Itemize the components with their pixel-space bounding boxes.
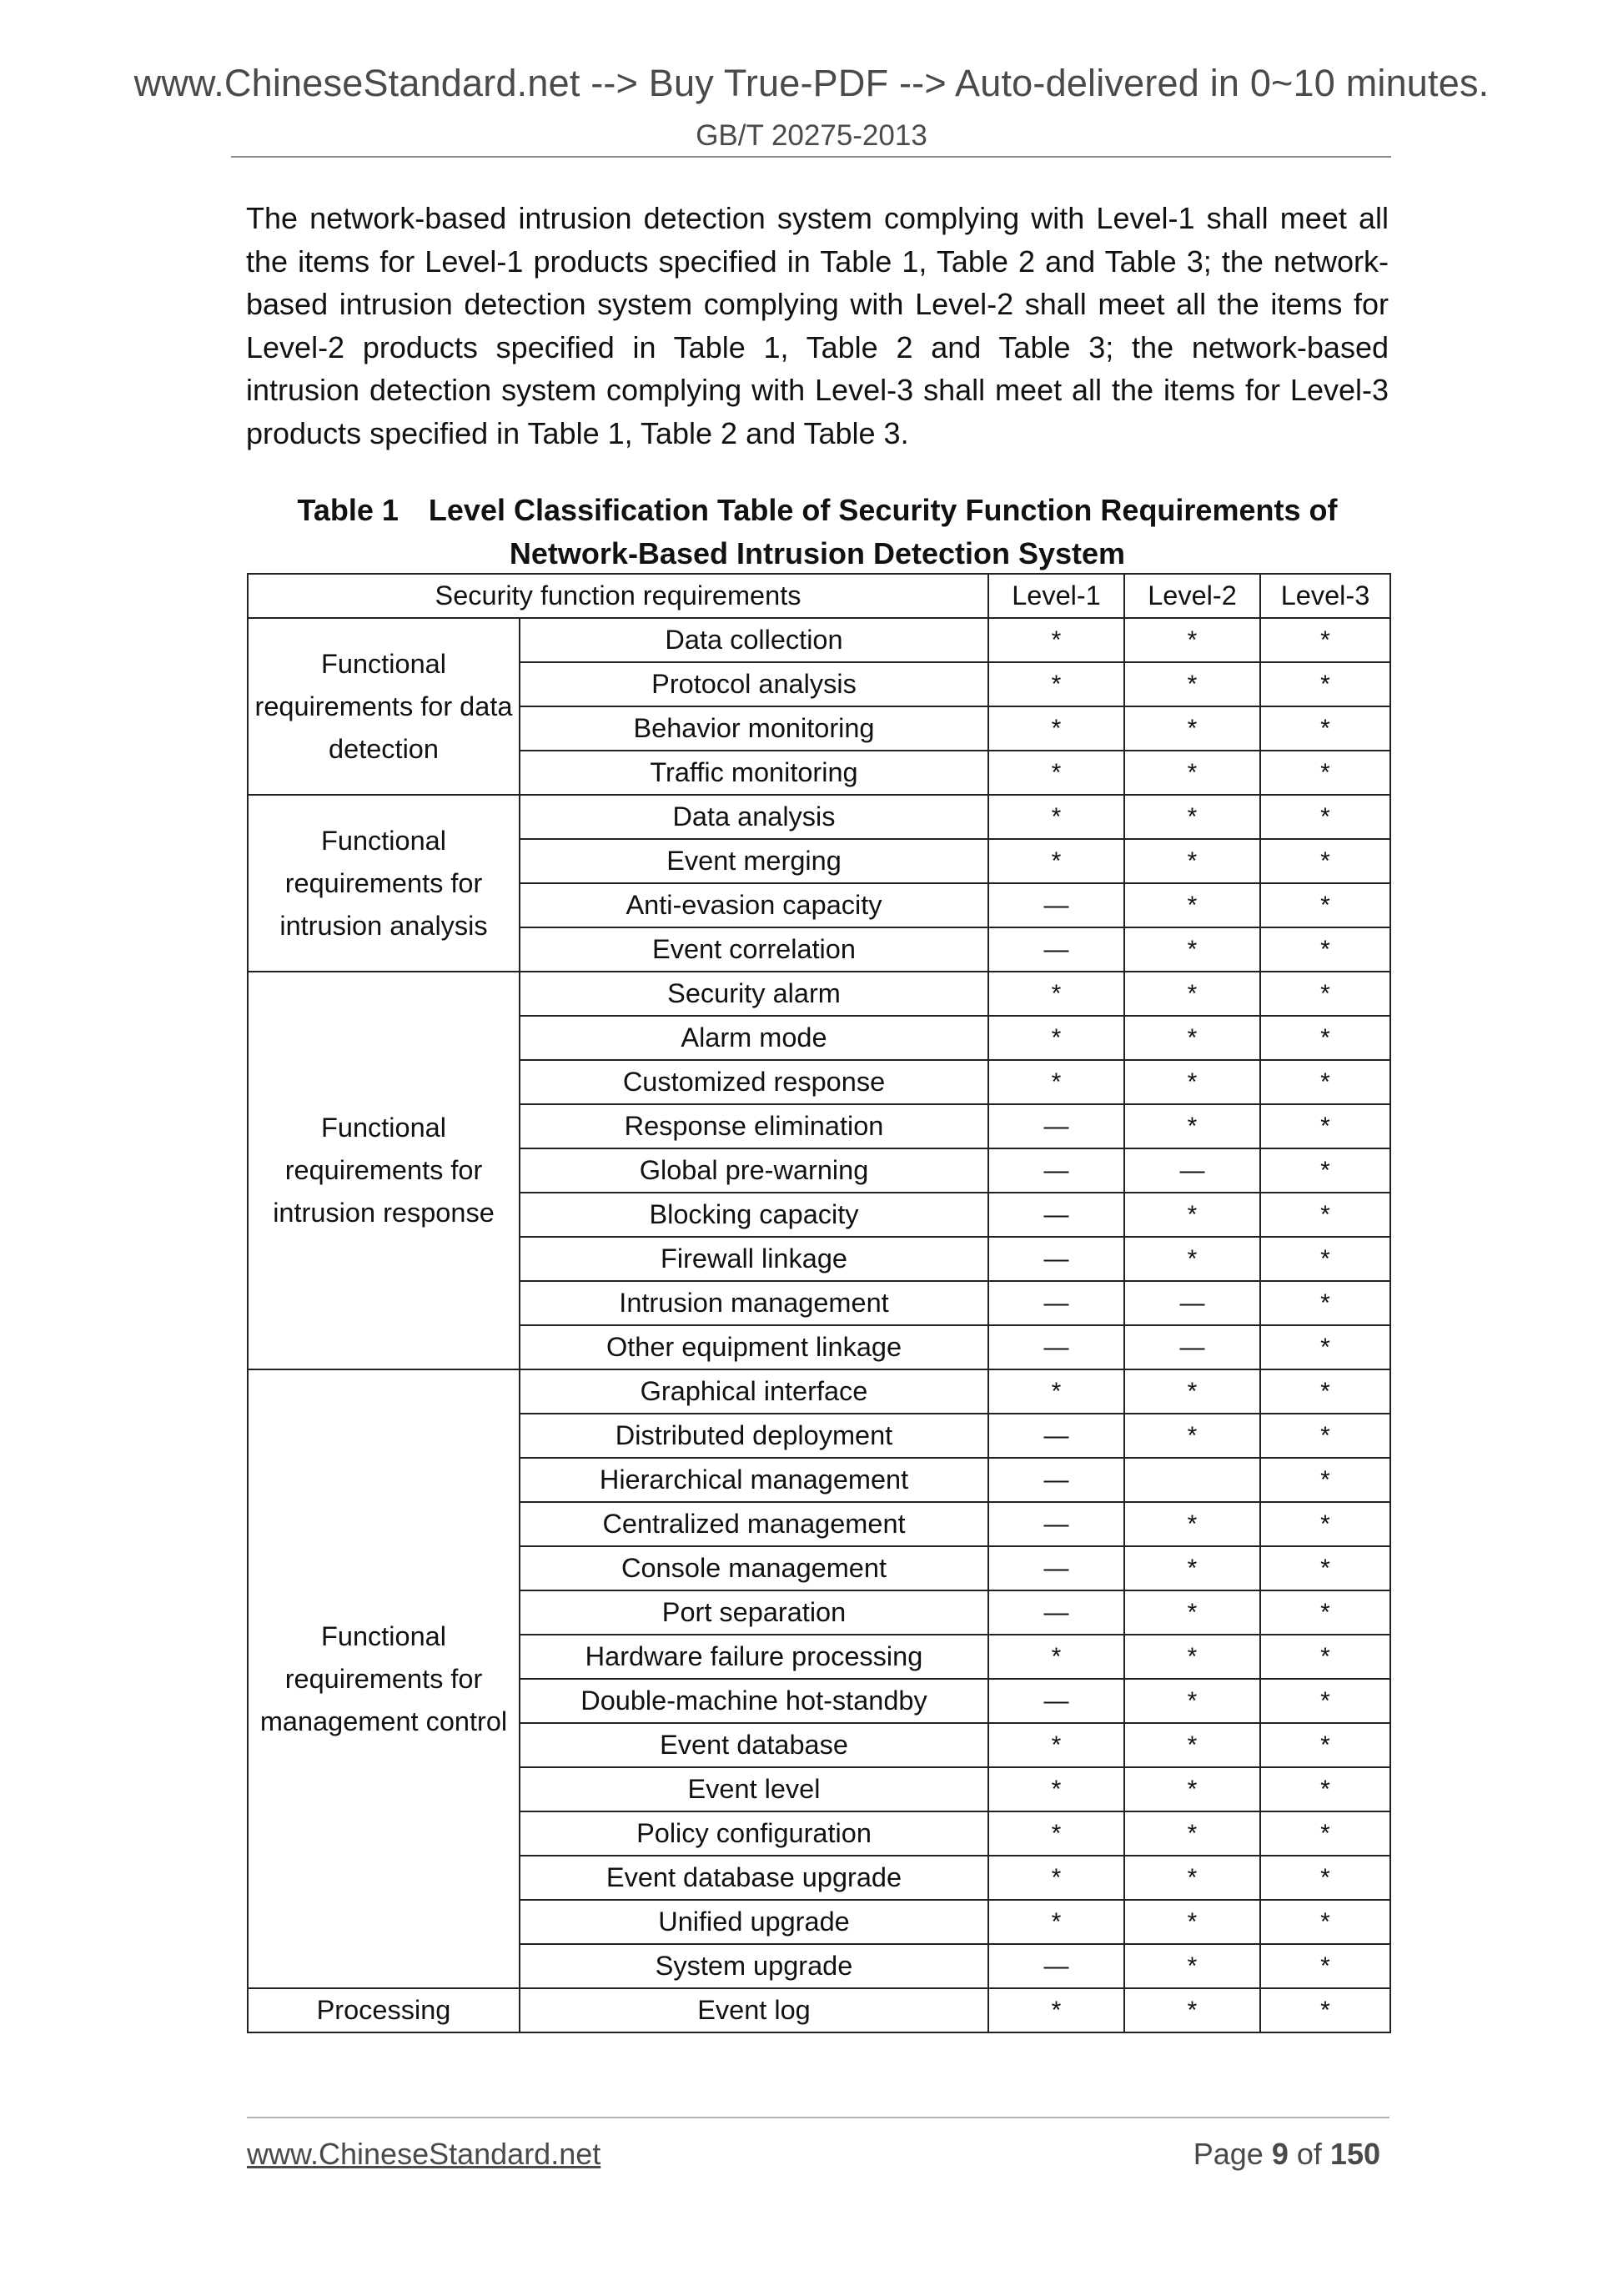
requirement-item: Behavior monitoring	[520, 706, 988, 751]
level-1-mark: *	[988, 1856, 1124, 1900]
level-3-mark: *	[1260, 1723, 1390, 1767]
level-3-mark: *	[1260, 1590, 1390, 1635]
level-1-mark: *	[988, 1988, 1124, 2032]
requirement-item: Event merging	[520, 839, 988, 883]
requirement-item: Graphical interface	[520, 1369, 988, 1414]
level-1-mark: *	[988, 972, 1124, 1016]
level-2-mark: *	[1124, 927, 1260, 972]
requirement-group-label: Functional requirements for intrusion analysis	[248, 795, 520, 972]
requirement-item: Console management	[520, 1546, 988, 1590]
level-1-mark: —	[988, 1104, 1124, 1148]
level-3-mark: *	[1260, 706, 1390, 751]
requirement-item: Security alarm	[520, 972, 988, 1016]
level-2-mark: *	[1124, 883, 1260, 927]
table-row	[248, 795, 1390, 839]
requirement-item: Traffic monitoring	[520, 751, 988, 795]
level-1-mark: —	[988, 1458, 1124, 1502]
page-prefix: Page	[1193, 2137, 1264, 2171]
level-3-mark: *	[1260, 883, 1390, 927]
level-2-mark: —	[1124, 1148, 1260, 1193]
level-2-mark: *	[1124, 1723, 1260, 1767]
level-3-mark: *	[1260, 1988, 1390, 2032]
requirement-item: Data analysis	[520, 795, 988, 839]
header-level-2: Level-2	[1124, 574, 1260, 618]
level-2-mark: *	[1124, 618, 1260, 662]
level-1-mark: *	[988, 618, 1124, 662]
level-1-mark: —	[988, 1546, 1124, 1590]
level-1-mark: *	[988, 1723, 1124, 1767]
table-row	[248, 1369, 1390, 1414]
level-3-mark: *	[1260, 1369, 1390, 1414]
page-indicator	[1193, 2137, 1380, 2172]
requirement-item: Event database upgrade	[520, 1856, 988, 1900]
level-1-mark: *	[988, 839, 1124, 883]
level-3-mark: *	[1260, 839, 1390, 883]
level-2-mark: *	[1124, 1900, 1260, 1944]
level-2-mark: *	[1124, 1635, 1260, 1679]
level-3-mark: *	[1260, 1767, 1390, 1811]
level-2-mark: *	[1124, 706, 1260, 751]
level-1-mark: —	[988, 1590, 1124, 1635]
requirement-item: Global pre-warning	[520, 1148, 988, 1193]
requirement-item: Event level	[520, 1767, 988, 1811]
level-3-mark: *	[1260, 1193, 1390, 1237]
level-3-mark: *	[1260, 1635, 1390, 1679]
level-3-mark: *	[1260, 1679, 1390, 1723]
level-2-mark: *	[1124, 1369, 1260, 1414]
level-2-mark	[1124, 1458, 1260, 1502]
level-2-mark: *	[1124, 1502, 1260, 1546]
level-1-mark: *	[988, 1016, 1124, 1060]
level-2-mark: *	[1124, 795, 1260, 839]
level-3-mark: *	[1260, 1856, 1390, 1900]
level-3-mark: *	[1260, 1104, 1390, 1148]
level-2-mark: *	[1124, 1104, 1260, 1148]
level-2-mark: *	[1124, 1767, 1260, 1811]
requirement-item: Response elimination	[520, 1104, 988, 1148]
level-3-mark: *	[1260, 1148, 1390, 1193]
level-1-mark: —	[988, 1281, 1124, 1325]
header-security-function-requirements: Security function requirements	[248, 574, 988, 618]
table-title-part-1: Level Classification Table of Security Function Requirements of	[428, 493, 1338, 527]
requirement-item: Event correlation	[520, 927, 988, 972]
requirement-item: Alarm mode	[520, 1016, 988, 1060]
level-2-mark: *	[1124, 972, 1260, 1016]
level-2-mark: *	[1124, 1988, 1260, 2032]
requirement-group-label: Functional requirements for intrusion response	[248, 972, 520, 1369]
page-of: of	[1296, 2137, 1322, 2171]
table-title-part-2: Network-Based Intrusion Detection System	[509, 536, 1126, 570]
table-row	[248, 1988, 1390, 2032]
standard-number: GB/T 20275-2013	[696, 119, 927, 152]
level-2-mark: —	[1124, 1325, 1260, 1369]
level-3-mark: *	[1260, 1237, 1390, 1281]
table-caption	[246, 489, 1389, 575]
requirement-item: Centralized management	[520, 1502, 988, 1546]
requirement-item: Other equipment linkage	[520, 1325, 988, 1369]
level-3-mark: *	[1260, 1546, 1390, 1590]
level-2-mark: *	[1124, 839, 1260, 883]
level-3-mark: *	[1260, 927, 1390, 972]
level-2-mark: *	[1124, 1944, 1260, 1988]
requirement-group-label: Processing	[248, 1988, 520, 2032]
level-1-mark: —	[988, 1325, 1124, 1369]
table-caption-line-1	[246, 489, 1389, 532]
level-3-mark: *	[1260, 1414, 1390, 1458]
intro-paragraph: The network-based intrusion detection system complying with Level-1 shall meet all the items for Level-1 products specified in Table 1, Table 2 and Table 3; the network-based intrusion detection system complying with Level-2 shall meet all the items for Level-2 products specified in Table 1, Table 2 and Table 3; the network-based intrusion detection system complying with Level-3 shall meet all the items for Level-3 products specified in Table 1, Table 2 and Table 3.	[246, 201, 1389, 450]
level-2-mark: *	[1124, 1811, 1260, 1856]
requirement-item: Anti-evasion capacity	[520, 883, 988, 927]
level-3-mark: *	[1260, 1502, 1390, 1546]
requirement-item: Event log	[520, 1988, 988, 2032]
level-1-mark: *	[988, 1811, 1124, 1856]
requirement-item: Distributed deployment	[520, 1414, 988, 1458]
level-1-mark: —	[988, 883, 1124, 927]
level-1-mark: *	[988, 1369, 1124, 1414]
level-3-mark: *	[1260, 1944, 1390, 1988]
requirements-table	[247, 573, 1391, 2033]
level-1-mark: *	[988, 795, 1124, 839]
header-level-3: Level-3	[1260, 574, 1390, 618]
level-3-mark: *	[1260, 1811, 1390, 1856]
level-2-mark: *	[1124, 1237, 1260, 1281]
level-3-mark: *	[1260, 1900, 1390, 1944]
level-3-mark: *	[1260, 1458, 1390, 1502]
level-1-mark: *	[988, 1767, 1124, 1811]
table-header-row	[248, 574, 1390, 618]
requirement-item: Protocol analysis	[520, 662, 988, 706]
header-divider	[231, 156, 1391, 158]
level-1-mark: —	[988, 1193, 1124, 1237]
level-2-mark: *	[1124, 1414, 1260, 1458]
level-2-mark: *	[1124, 1590, 1260, 1635]
level-3-mark: *	[1260, 1016, 1390, 1060]
requirement-item: Unified upgrade	[520, 1900, 988, 1944]
level-2-mark: *	[1124, 1546, 1260, 1590]
footer-divider	[247, 2117, 1389, 2118]
level-1-mark: —	[988, 1679, 1124, 1723]
page-total: 150	[1329, 2137, 1380, 2171]
level-3-mark: *	[1260, 662, 1390, 706]
level-3-mark: *	[1260, 1281, 1390, 1325]
requirement-item: Policy configuration	[520, 1811, 988, 1856]
requirement-item: Data collection	[520, 618, 988, 662]
level-1-mark: *	[988, 1900, 1124, 1944]
level-1-mark: *	[988, 706, 1124, 751]
requirement-item: Firewall linkage	[520, 1237, 988, 1281]
requirement-item: Hardware failure processing	[520, 1635, 988, 1679]
level-3-mark: *	[1260, 1060, 1390, 1104]
level-1-mark: *	[988, 1060, 1124, 1104]
requirement-group-label: Functional requirements for data detection	[248, 618, 520, 795]
table-row	[248, 618, 1390, 662]
level-2-mark: —	[1124, 1281, 1260, 1325]
requirement-item: Blocking capacity	[520, 1193, 988, 1237]
footer-site-link[interactable]: www.ChineseStandard.net	[247, 2137, 601, 2171]
requirement-item: Customized response	[520, 1060, 988, 1104]
level-2-mark: *	[1124, 1856, 1260, 1900]
level-3-mark: *	[1260, 1325, 1390, 1369]
level-3-mark: *	[1260, 618, 1390, 662]
level-1-mark: —	[988, 1148, 1124, 1193]
level-1-mark: —	[988, 1944, 1124, 1988]
level-2-mark: *	[1124, 1679, 1260, 1723]
level-1-mark: —	[988, 1237, 1124, 1281]
requirement-item: Hierarchical management	[520, 1458, 988, 1502]
requirement-item: Double-machine hot-standby	[520, 1679, 988, 1723]
level-3-mark: *	[1260, 751, 1390, 795]
level-3-mark: *	[1260, 795, 1390, 839]
level-1-mark: *	[988, 751, 1124, 795]
level-3-mark: *	[1260, 972, 1390, 1016]
table-number: Table 1	[297, 493, 399, 527]
requirement-item: Event database	[520, 1723, 988, 1767]
header-banner: www.ChineseStandard.net --> Buy True-PDF --> Auto-delivered in 0~10 minutes.	[133, 62, 1490, 104]
requirement-item: System upgrade	[520, 1944, 988, 1988]
requirement-group-label: Functional requirements for management control	[248, 1369, 520, 1988]
level-1-mark: *	[988, 662, 1124, 706]
page-current: 9	[1271, 2137, 1289, 2171]
level-2-mark: *	[1124, 1016, 1260, 1060]
requirement-item: Port separation	[520, 1590, 988, 1635]
level-2-mark: *	[1124, 662, 1260, 706]
level-2-mark: *	[1124, 1060, 1260, 1104]
level-2-mark: *	[1124, 751, 1260, 795]
level-1-mark: —	[988, 1414, 1124, 1458]
header-level-1: Level-1	[988, 574, 1124, 618]
level-1-mark: —	[988, 927, 1124, 972]
level-1-mark: —	[988, 1502, 1124, 1546]
level-2-mark: *	[1124, 1193, 1260, 1237]
level-1-mark: *	[988, 1635, 1124, 1679]
table-body	[248, 618, 1390, 2032]
table-row	[248, 972, 1390, 1016]
requirement-item: Intrusion management	[520, 1281, 988, 1325]
